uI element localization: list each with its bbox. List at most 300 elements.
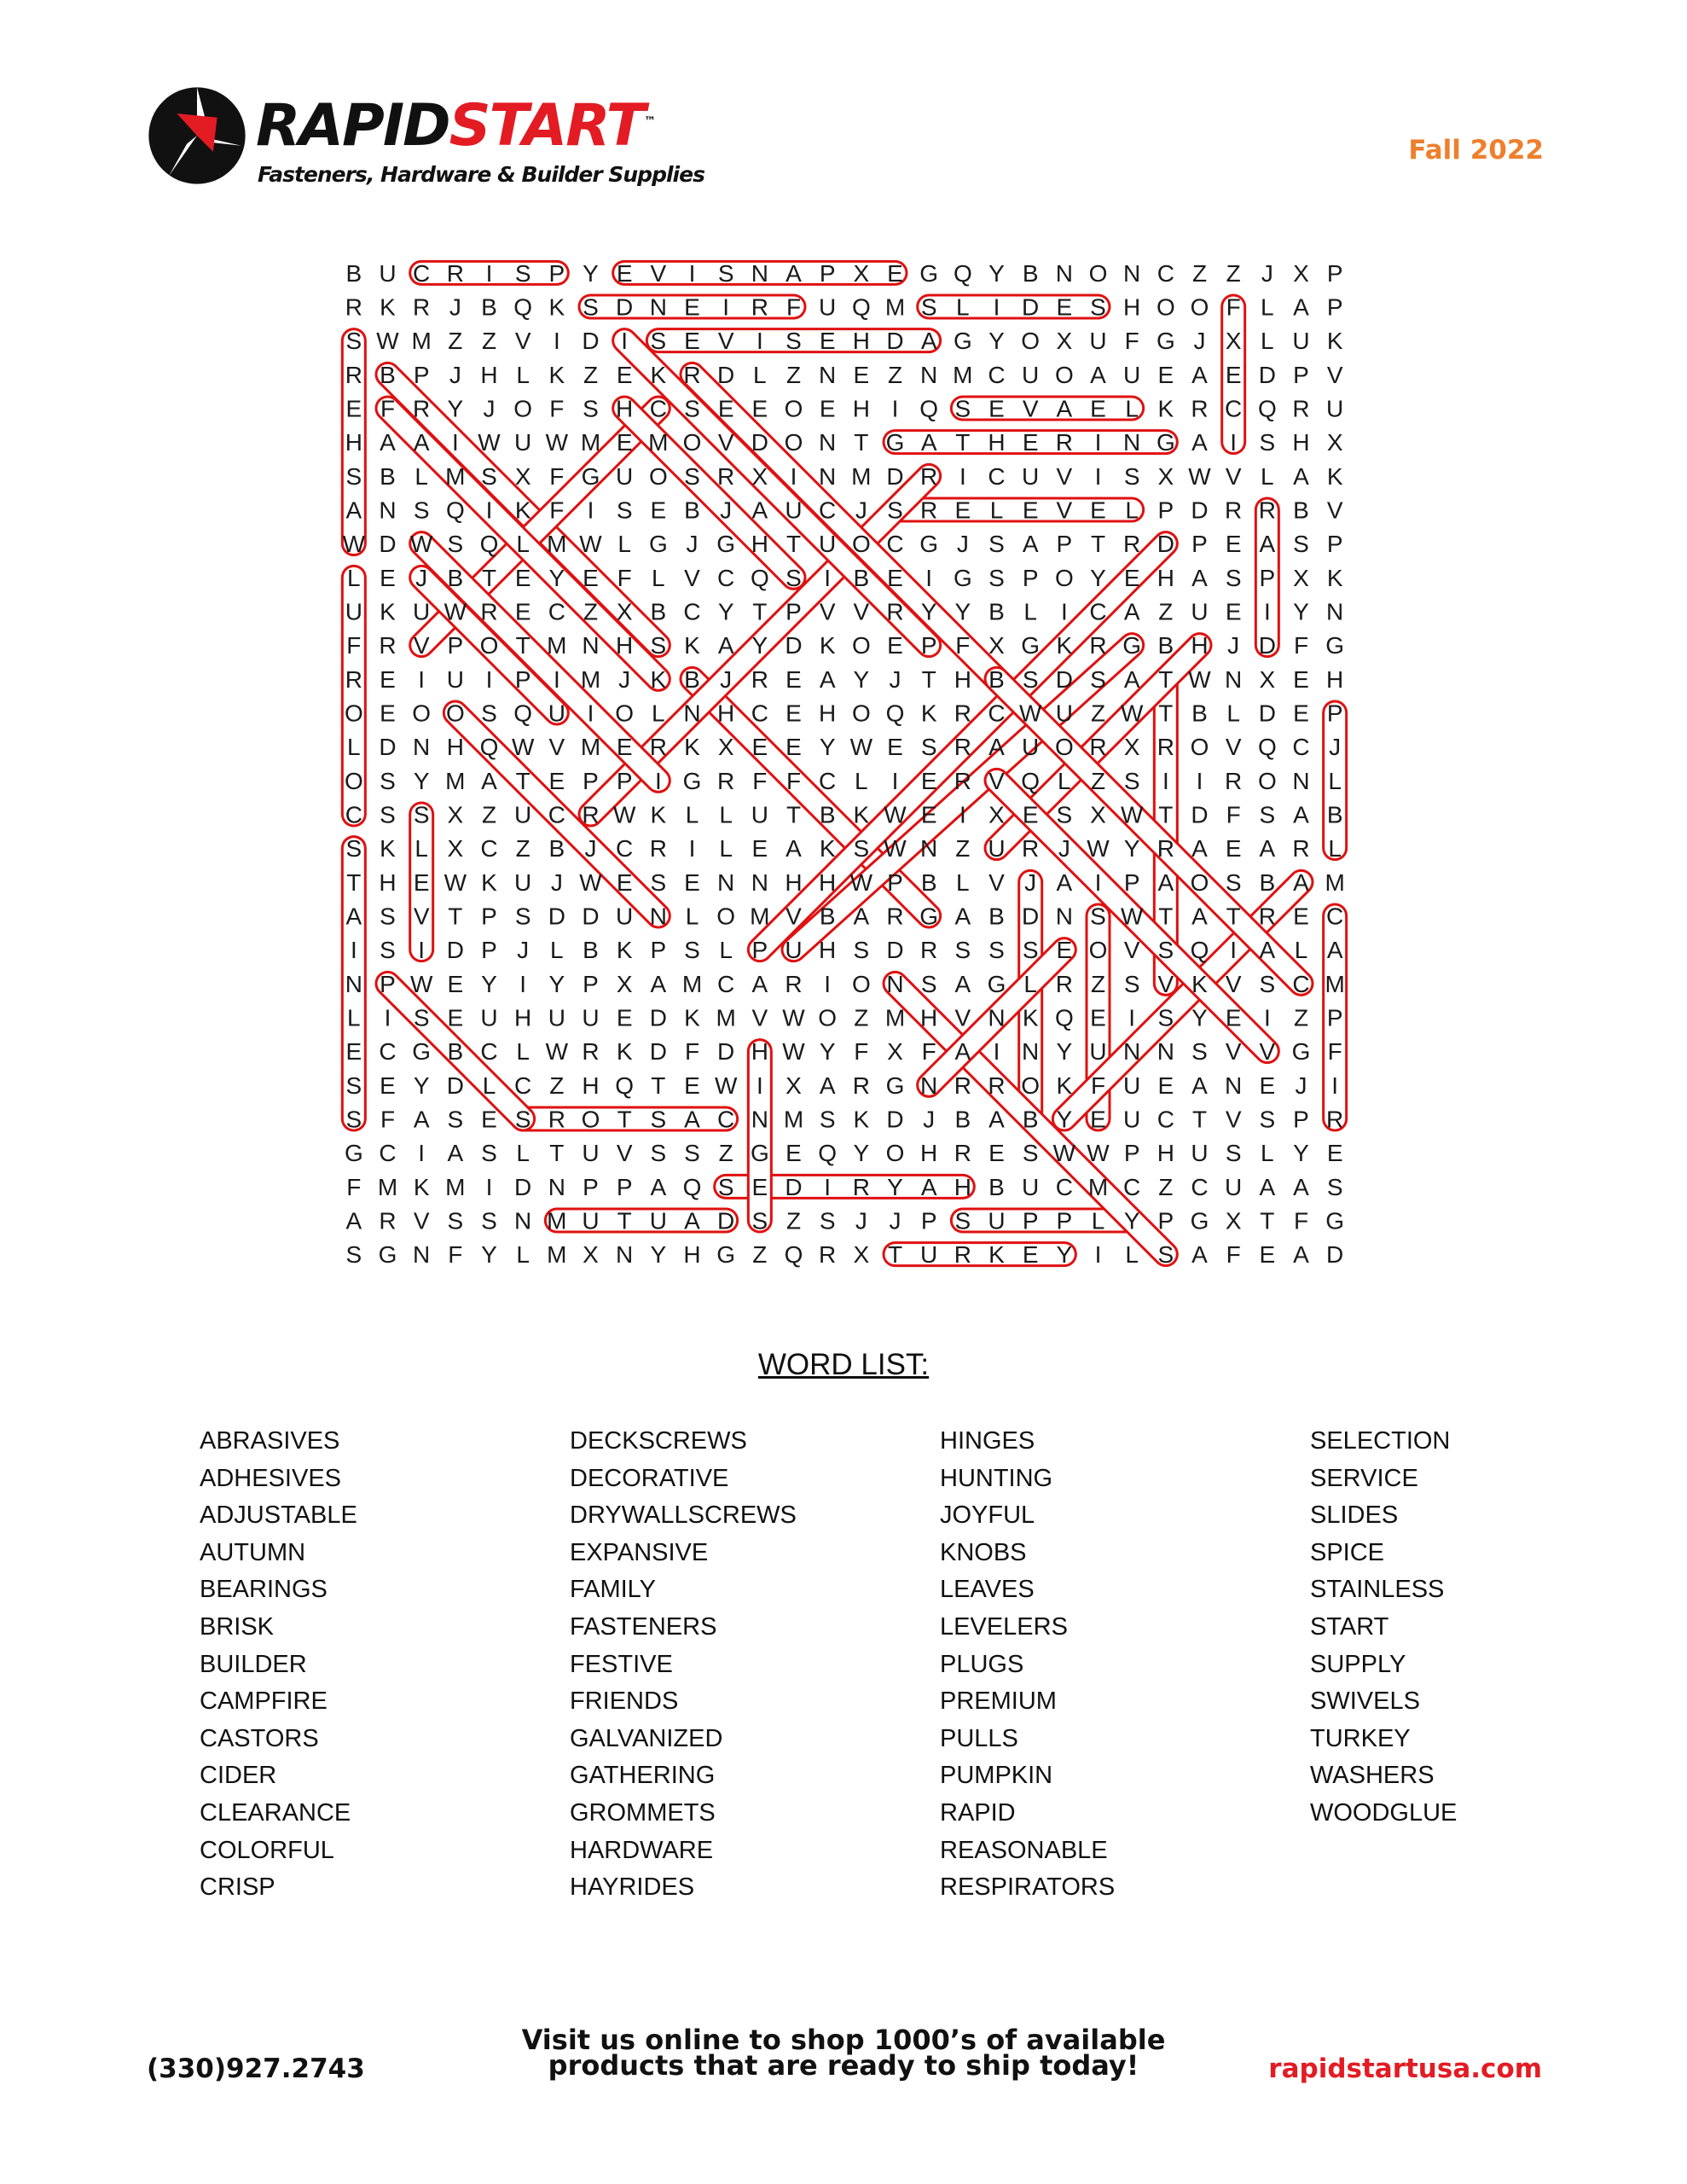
- grid-letter[interactable]: R: [649, 734, 667, 761]
- grid-letter[interactable]: R: [1292, 835, 1310, 863]
- grid-letter[interactable]: L: [415, 462, 428, 490]
- grid-letter[interactable]: J: [1024, 868, 1037, 896]
- grid-letter[interactable]: V: [1225, 1106, 1242, 1133]
- grid-letter[interactable]: P: [786, 598, 802, 625]
- grid-letter[interactable]: A: [954, 970, 971, 997]
- grid-letter[interactable]: A: [1293, 1241, 1309, 1269]
- grid-letter[interactable]: I: [1060, 598, 1068, 625]
- grid-letter[interactable]: C: [1292, 734, 1310, 761]
- grid-letter[interactable]: L: [516, 531, 530, 558]
- grid-letter[interactable]: T: [1158, 700, 1174, 727]
- grid-letter[interactable]: T: [786, 801, 802, 828]
- grid-letter[interactable]: P: [1123, 1140, 1140, 1167]
- grid-letter[interactable]: B: [853, 564, 870, 591]
- grid-letter[interactable]: E: [616, 1004, 633, 1031]
- grid-letter[interactable]: R: [920, 937, 938, 964]
- grid-letter[interactable]: V: [514, 328, 531, 355]
- grid-letter[interactable]: S: [1022, 665, 1039, 693]
- grid-letter[interactable]: O: [1021, 328, 1041, 355]
- grid-letter[interactable]: E: [920, 767, 937, 794]
- grid-letter[interactable]: X: [853, 1241, 870, 1269]
- grid-letter[interactable]: K: [616, 937, 633, 964]
- grid-letter[interactable]: U: [785, 937, 803, 964]
- grid-letter[interactable]: S: [514, 259, 531, 287]
- grid-letter[interactable]: R: [751, 665, 768, 693]
- grid-letter[interactable]: F: [380, 1106, 396, 1133]
- grid-letter[interactable]: B: [819, 801, 836, 828]
- grid-letter[interactable]: O: [1054, 564, 1074, 591]
- grid-letter[interactable]: U: [1123, 1072, 1141, 1099]
- grid-letter[interactable]: Y: [413, 1072, 430, 1099]
- grid-letter[interactable]: P: [1157, 1207, 1174, 1234]
- grid-letter[interactable]: Z: [718, 1140, 733, 1167]
- grid-letter[interactable]: R: [920, 462, 938, 490]
- grid-letter[interactable]: J: [1295, 1072, 1307, 1099]
- grid-letter[interactable]: C: [480, 835, 498, 863]
- grid-letter[interactable]: E: [1157, 361, 1174, 388]
- grid-letter[interactable]: B: [380, 361, 396, 388]
- grid-letter[interactable]: S: [786, 328, 802, 355]
- grid-letter[interactable]: J: [449, 293, 461, 321]
- grid-letter[interactable]: M: [1325, 970, 1345, 997]
- grid-letter[interactable]: K: [1056, 632, 1073, 659]
- grid-letter[interactable]: G: [1156, 429, 1175, 456]
- grid-letter[interactable]: W: [511, 734, 535, 761]
- grid-letter[interactable]: N: [819, 361, 837, 388]
- grid-letter[interactable]: C: [819, 497, 837, 524]
- grid-letter[interactable]: C: [717, 564, 735, 591]
- grid-letter[interactable]: M: [750, 903, 770, 930]
- grid-letter[interactable]: D: [446, 1072, 464, 1099]
- grid-letter[interactable]: L: [516, 1241, 530, 1269]
- grid-letter[interactable]: P: [920, 1207, 937, 1234]
- grid-letter[interactable]: J: [686, 531, 699, 558]
- grid-letter[interactable]: S: [1326, 1173, 1343, 1200]
- grid-letter[interactable]: Y: [954, 598, 971, 625]
- grid-letter[interactable]: L: [516, 361, 530, 388]
- grid-letter[interactable]: L: [1261, 293, 1274, 321]
- grid-letter[interactable]: H: [819, 700, 837, 727]
- grid-letter[interactable]: Y: [583, 259, 599, 287]
- grid-letter[interactable]: E: [786, 700, 802, 727]
- grid-letter[interactable]: H: [852, 395, 870, 422]
- grid-letter[interactable]: E: [447, 970, 464, 997]
- grid-letter[interactable]: A: [1293, 462, 1309, 490]
- grid-letter[interactable]: T: [1191, 1106, 1208, 1133]
- grid-letter[interactable]: F: [346, 632, 362, 659]
- grid-letter[interactable]: Q: [445, 497, 465, 524]
- grid-letter[interactable]: S: [819, 1106, 836, 1133]
- grid-letter[interactable]: B: [1326, 801, 1343, 828]
- grid-letter[interactable]: Q: [513, 700, 533, 727]
- grid-letter[interactable]: O: [513, 395, 533, 422]
- grid-letter[interactable]: P: [1326, 1004, 1343, 1031]
- grid-letter[interactable]: O: [716, 903, 736, 930]
- grid-letter[interactable]: S: [988, 937, 1005, 964]
- grid-letter[interactable]: E: [751, 835, 768, 863]
- grid-letter[interactable]: F: [549, 462, 565, 490]
- grid-letter[interactable]: B: [920, 868, 937, 896]
- grid-letter[interactable]: H: [920, 1004, 938, 1031]
- grid-letter[interactable]: S: [684, 937, 700, 964]
- grid-letter[interactable]: V: [1157, 970, 1174, 997]
- grid-letter[interactable]: U: [548, 700, 565, 727]
- grid-letter[interactable]: G: [1325, 1207, 1345, 1234]
- grid-letter[interactable]: O: [784, 395, 803, 422]
- grid-letter[interactable]: S: [345, 1106, 362, 1133]
- grid-letter[interactable]: I: [1094, 868, 1102, 896]
- grid-letter[interactable]: B: [1022, 1106, 1039, 1133]
- grid-letter[interactable]: Y: [819, 734, 836, 761]
- grid-letter[interactable]: H: [1157, 564, 1174, 591]
- grid-letter[interactable]: Y: [548, 564, 565, 591]
- grid-letter[interactable]: I: [993, 293, 1000, 321]
- grid-letter[interactable]: S: [650, 868, 667, 896]
- grid-letter[interactable]: H: [1191, 632, 1209, 659]
- grid-letter[interactable]: N: [616, 1241, 634, 1269]
- grid-letter[interactable]: V: [684, 564, 700, 591]
- grid-letter[interactable]: R: [717, 462, 735, 490]
- grid-letter[interactable]: N: [1326, 598, 1344, 625]
- grid-letter[interactable]: K: [650, 801, 667, 828]
- grid-letter[interactable]: R: [379, 1207, 397, 1234]
- grid-letter[interactable]: U: [379, 259, 397, 287]
- grid-letter[interactable]: A: [786, 259, 802, 287]
- grid-letter[interactable]: E: [616, 734, 633, 761]
- grid-letter[interactable]: Q: [479, 734, 499, 761]
- grid-letter[interactable]: U: [1055, 700, 1073, 727]
- grid-letter[interactable]: S: [345, 1072, 362, 1099]
- grid-letter[interactable]: M: [1087, 1173, 1109, 1200]
- grid-letter[interactable]: A: [413, 429, 430, 456]
- grid-letter[interactable]: Y: [751, 632, 768, 659]
- grid-letter[interactable]: D: [1022, 293, 1040, 321]
- grid-letter[interactable]: Z: [481, 801, 497, 828]
- grid-letter[interactable]: D: [1258, 361, 1276, 388]
- grid-letter[interactable]: H: [683, 1241, 701, 1269]
- grid-letter[interactable]: J: [1193, 328, 1206, 355]
- grid-letter[interactable]: G: [885, 429, 905, 456]
- grid-letter[interactable]: A: [1056, 868, 1073, 896]
- grid-letter[interactable]: N: [717, 868, 735, 896]
- grid-letter[interactable]: E: [920, 801, 937, 828]
- grid-letter[interactable]: E: [616, 429, 633, 456]
- grid-letter[interactable]: Z: [1191, 259, 1208, 287]
- grid-letter[interactable]: R: [1191, 395, 1209, 422]
- grid-letter[interactable]: S: [345, 835, 362, 863]
- grid-letter[interactable]: Z: [955, 835, 971, 863]
- grid-letter[interactable]: Y: [1056, 1241, 1073, 1269]
- grid-letter[interactable]: P: [1022, 564, 1039, 591]
- grid-letter[interactable]: D: [1258, 700, 1276, 727]
- grid-letter[interactable]: K: [1326, 564, 1343, 591]
- grid-letter[interactable]: E: [1022, 1241, 1039, 1269]
- grid-letter[interactable]: X: [616, 598, 633, 625]
- grid-letter[interactable]: A: [920, 429, 937, 456]
- grid-letter[interactable]: L: [347, 734, 361, 761]
- grid-letter[interactable]: Y: [920, 598, 937, 625]
- grid-letter[interactable]: A: [751, 970, 768, 997]
- grid-letter[interactable]: O: [1190, 868, 1209, 896]
- grid-letter[interactable]: W: [1188, 665, 1211, 693]
- grid-letter[interactable]: S: [1293, 531, 1309, 558]
- grid-letter[interactable]: D: [751, 429, 768, 456]
- grid-letter[interactable]: O: [851, 632, 871, 659]
- grid-letter[interactable]: L: [1125, 1241, 1139, 1269]
- grid-letter[interactable]: H: [1157, 1140, 1174, 1167]
- grid-letter[interactable]: R: [1258, 903, 1276, 930]
- grid-letter[interactable]: U: [582, 1004, 600, 1031]
- grid-letter[interactable]: I: [1094, 1241, 1102, 1269]
- grid-letter[interactable]: G: [1021, 632, 1041, 659]
- grid-letter[interactable]: Y: [853, 1140, 870, 1167]
- grid-letter[interactable]: X: [447, 801, 464, 828]
- grid-letter[interactable]: I: [1230, 937, 1238, 964]
- grid-letter[interactable]: N: [1225, 665, 1243, 693]
- grid-letter[interactable]: N: [751, 868, 768, 896]
- grid-letter[interactable]: K: [920, 700, 937, 727]
- grid-letter[interactable]: E: [514, 564, 531, 591]
- grid-letter[interactable]: E: [1225, 1004, 1242, 1031]
- grid-letter[interactable]: I: [1196, 767, 1203, 794]
- grid-letter[interactable]: U: [413, 598, 431, 625]
- grid-letter[interactable]: B: [819, 903, 836, 930]
- grid-letter[interactable]: R: [751, 293, 768, 321]
- grid-letter[interactable]: X: [514, 462, 531, 490]
- grid-letter[interactable]: J: [720, 665, 733, 693]
- grid-letter[interactable]: D: [1157, 531, 1174, 558]
- grid-letter[interactable]: P: [447, 632, 464, 659]
- grid-letter[interactable]: L: [652, 564, 665, 591]
- grid-letter[interactable]: J: [956, 531, 969, 558]
- grid-letter[interactable]: H: [514, 1004, 532, 1031]
- grid-letter[interactable]: R: [582, 1038, 600, 1066]
- grid-letter[interactable]: V: [954, 1004, 971, 1031]
- grid-letter[interactable]: H: [1292, 429, 1310, 456]
- grid-letter[interactable]: Q: [750, 564, 769, 591]
- grid-letter[interactable]: K: [684, 1004, 700, 1031]
- grid-letter[interactable]: E: [345, 395, 362, 422]
- grid-letter[interactable]: C: [751, 700, 768, 727]
- grid-letter[interactable]: S: [853, 937, 870, 964]
- grid-letter[interactable]: J: [1261, 259, 1273, 287]
- grid-letter[interactable]: X: [1056, 328, 1073, 355]
- grid-letter[interactable]: N: [379, 497, 397, 524]
- grid-letter[interactable]: I: [824, 1173, 832, 1200]
- grid-letter[interactable]: A: [650, 1173, 667, 1200]
- grid-letter[interactable]: R: [683, 361, 701, 388]
- grid-letter[interactable]: U: [1191, 598, 1209, 625]
- grid-letter[interactable]: H: [819, 937, 837, 964]
- grid-letter[interactable]: Q: [1190, 937, 1209, 964]
- grid-letter[interactable]: D: [785, 632, 803, 659]
- grid-letter[interactable]: S: [1022, 937, 1039, 964]
- grid-letter[interactable]: S: [717, 1173, 734, 1200]
- grid-letter[interactable]: Y: [887, 1173, 903, 1200]
- website-link[interactable]: rapidstartusa.com: [1268, 2053, 1542, 2084]
- grid-letter[interactable]: P: [380, 970, 396, 997]
- grid-letter[interactable]: D: [1191, 801, 1209, 828]
- grid-letter[interactable]: K: [548, 293, 565, 321]
- grid-letter[interactable]: E: [380, 665, 396, 693]
- grid-letter[interactable]: R: [649, 835, 667, 863]
- grid-letter[interactable]: N: [1225, 1072, 1243, 1099]
- grid-letter[interactable]: W: [1018, 700, 1042, 727]
- grid-letter[interactable]: A: [684, 1106, 700, 1133]
- grid-letter[interactable]: E: [954, 497, 971, 524]
- grid-letter[interactable]: P: [1293, 361, 1309, 388]
- grid-letter[interactable]: W: [849, 734, 873, 761]
- grid-letter[interactable]: F: [1226, 293, 1241, 321]
- grid-letter[interactable]: R: [1225, 767, 1243, 794]
- grid-letter[interactable]: A: [1090, 361, 1106, 388]
- grid-letter[interactable]: N: [582, 632, 600, 659]
- grid-letter[interactable]: L: [685, 801, 699, 828]
- grid-letter[interactable]: N: [988, 1004, 1006, 1031]
- grid-letter[interactable]: D: [1055, 665, 1073, 693]
- grid-letter[interactable]: R: [886, 598, 904, 625]
- grid-letter[interactable]: G: [581, 462, 600, 490]
- grid-letter[interactable]: P: [1326, 293, 1343, 321]
- grid-letter[interactable]: I: [485, 259, 493, 287]
- grid-letter[interactable]: E: [1056, 937, 1073, 964]
- grid-letter[interactable]: R: [852, 1072, 870, 1099]
- grid-letter[interactable]: D: [582, 903, 600, 930]
- grid-letter[interactable]: I: [925, 564, 933, 591]
- grid-letter[interactable]: A: [1259, 531, 1276, 558]
- grid-letter[interactable]: O: [412, 700, 432, 727]
- grid-letter[interactable]: S: [583, 395, 599, 422]
- grid-letter[interactable]: V: [1326, 361, 1343, 388]
- grid-letter[interactable]: A: [481, 767, 497, 794]
- grid-letter[interactable]: I: [688, 259, 696, 287]
- grid-letter[interactable]: M: [411, 328, 432, 355]
- grid-letter[interactable]: N: [1123, 1038, 1141, 1066]
- grid-letter[interactable]: U: [1123, 361, 1141, 388]
- grid-letter[interactable]: L: [516, 1038, 530, 1066]
- grid-letter[interactable]: S: [684, 395, 700, 422]
- grid-letter[interactable]: A: [988, 1106, 1005, 1133]
- grid-letter[interactable]: D: [717, 361, 735, 388]
- grid-letter[interactable]: T: [515, 632, 530, 659]
- grid-letter[interactable]: J: [449, 361, 461, 388]
- grid-letter[interactable]: V: [413, 1207, 430, 1234]
- grid-letter[interactable]: X: [1225, 1207, 1242, 1234]
- grid-letter[interactable]: Y: [819, 1038, 836, 1066]
- grid-letter[interactable]: C: [480, 1038, 498, 1066]
- grid-letter[interactable]: T: [346, 868, 362, 896]
- grid-letter[interactable]: T: [786, 531, 802, 558]
- grid-letter[interactable]: U: [582, 1140, 600, 1167]
- grid-letter[interactable]: E: [1022, 429, 1039, 456]
- grid-letter[interactable]: D: [649, 1038, 667, 1066]
- grid-letter[interactable]: L: [1226, 700, 1240, 727]
- grid-letter[interactable]: K: [684, 632, 700, 659]
- grid-letter[interactable]: R: [413, 293, 431, 321]
- grid-letter[interactable]: B: [988, 903, 1005, 930]
- grid-letter[interactable]: Z: [1090, 767, 1106, 794]
- grid-letter[interactable]: O: [1156, 293, 1175, 321]
- grid-letter[interactable]: P: [548, 259, 565, 287]
- grid-letter[interactable]: S: [988, 531, 1005, 558]
- grid-letter[interactable]: I: [824, 564, 832, 591]
- grid-letter[interactable]: W: [409, 531, 433, 558]
- grid-letter[interactable]: S: [1090, 903, 1106, 930]
- grid-letter[interactable]: V: [853, 598, 870, 625]
- grid-letter[interactable]: S: [920, 293, 937, 321]
- grid-letter[interactable]: Z: [752, 1241, 768, 1269]
- grid-letter[interactable]: F: [1327, 1038, 1342, 1066]
- grid-letter[interactable]: P: [1293, 1106, 1309, 1133]
- grid-letter[interactable]: P: [1056, 1207, 1073, 1234]
- grid-letter[interactable]: A: [1293, 1173, 1309, 1200]
- grid-letter[interactable]: J: [584, 835, 597, 863]
- grid-letter[interactable]: P: [751, 937, 768, 964]
- grid-letter[interactable]: C: [886, 531, 904, 558]
- grid-letter[interactable]: S: [380, 937, 396, 964]
- grid-letter[interactable]: T: [955, 429, 971, 456]
- grid-letter[interactable]: Q: [1054, 1004, 1074, 1031]
- grid-letter[interactable]: C: [413, 259, 431, 287]
- grid-letter[interactable]: A: [786, 835, 802, 863]
- grid-letter[interactable]: U: [514, 801, 532, 828]
- grid-letter[interactable]: M: [547, 632, 567, 659]
- grid-letter[interactable]: K: [1191, 970, 1208, 997]
- grid-letter[interactable]: G: [716, 531, 736, 558]
- grid-letter[interactable]: O: [581, 1106, 600, 1133]
- grid-letter[interactable]: A: [1157, 868, 1174, 896]
- grid-letter[interactable]: R: [1292, 395, 1310, 422]
- grid-letter[interactable]: E: [413, 868, 430, 896]
- grid-letter[interactable]: E: [751, 1173, 768, 1200]
- grid-letter[interactable]: K: [481, 868, 497, 896]
- grid-letter[interactable]: Y: [1123, 835, 1140, 863]
- grid-letter[interactable]: P: [616, 767, 633, 794]
- grid-letter[interactable]: S: [481, 1140, 497, 1167]
- grid-letter[interactable]: E: [684, 1072, 700, 1099]
- grid-letter[interactable]: K: [684, 734, 700, 761]
- grid-letter[interactable]: J: [720, 497, 733, 524]
- grid-letter[interactable]: F: [684, 1038, 700, 1066]
- grid-letter[interactable]: R: [819, 1241, 837, 1269]
- grid-letter[interactable]: S: [583, 293, 599, 321]
- grid-letter[interactable]: E: [447, 1004, 464, 1031]
- grid-letter[interactable]: W: [443, 868, 467, 896]
- grid-letter[interactable]: J: [618, 665, 631, 693]
- grid-letter[interactable]: F: [1090, 1072, 1106, 1099]
- grid-letter[interactable]: O: [1190, 734, 1209, 761]
- grid-letter[interactable]: S: [380, 801, 396, 828]
- grid-letter[interactable]: R: [852, 1173, 870, 1200]
- grid-letter[interactable]: V: [650, 259, 667, 287]
- grid-letter[interactable]: E: [1293, 903, 1309, 930]
- grid-letter[interactable]: N: [1055, 903, 1073, 930]
- grid-letter[interactable]: Y: [447, 395, 464, 422]
- grid-letter[interactable]: B: [1022, 259, 1039, 287]
- grid-letter[interactable]: E: [616, 361, 633, 388]
- grid-letter[interactable]: Q: [784, 1241, 803, 1269]
- grid-letter[interactable]: S: [380, 903, 396, 930]
- grid-letter[interactable]: U: [819, 293, 837, 321]
- grid-letter[interactable]: K: [380, 293, 396, 321]
- grid-letter[interactable]: V: [786, 903, 802, 930]
- grid-letter[interactable]: W: [884, 835, 907, 863]
- grid-letter[interactable]: K: [514, 497, 531, 524]
- grid-letter[interactable]: N: [920, 361, 938, 388]
- grid-letter[interactable]: L: [1125, 395, 1139, 422]
- grid-letter[interactable]: I: [485, 497, 493, 524]
- grid-letter[interactable]: S: [1259, 429, 1276, 456]
